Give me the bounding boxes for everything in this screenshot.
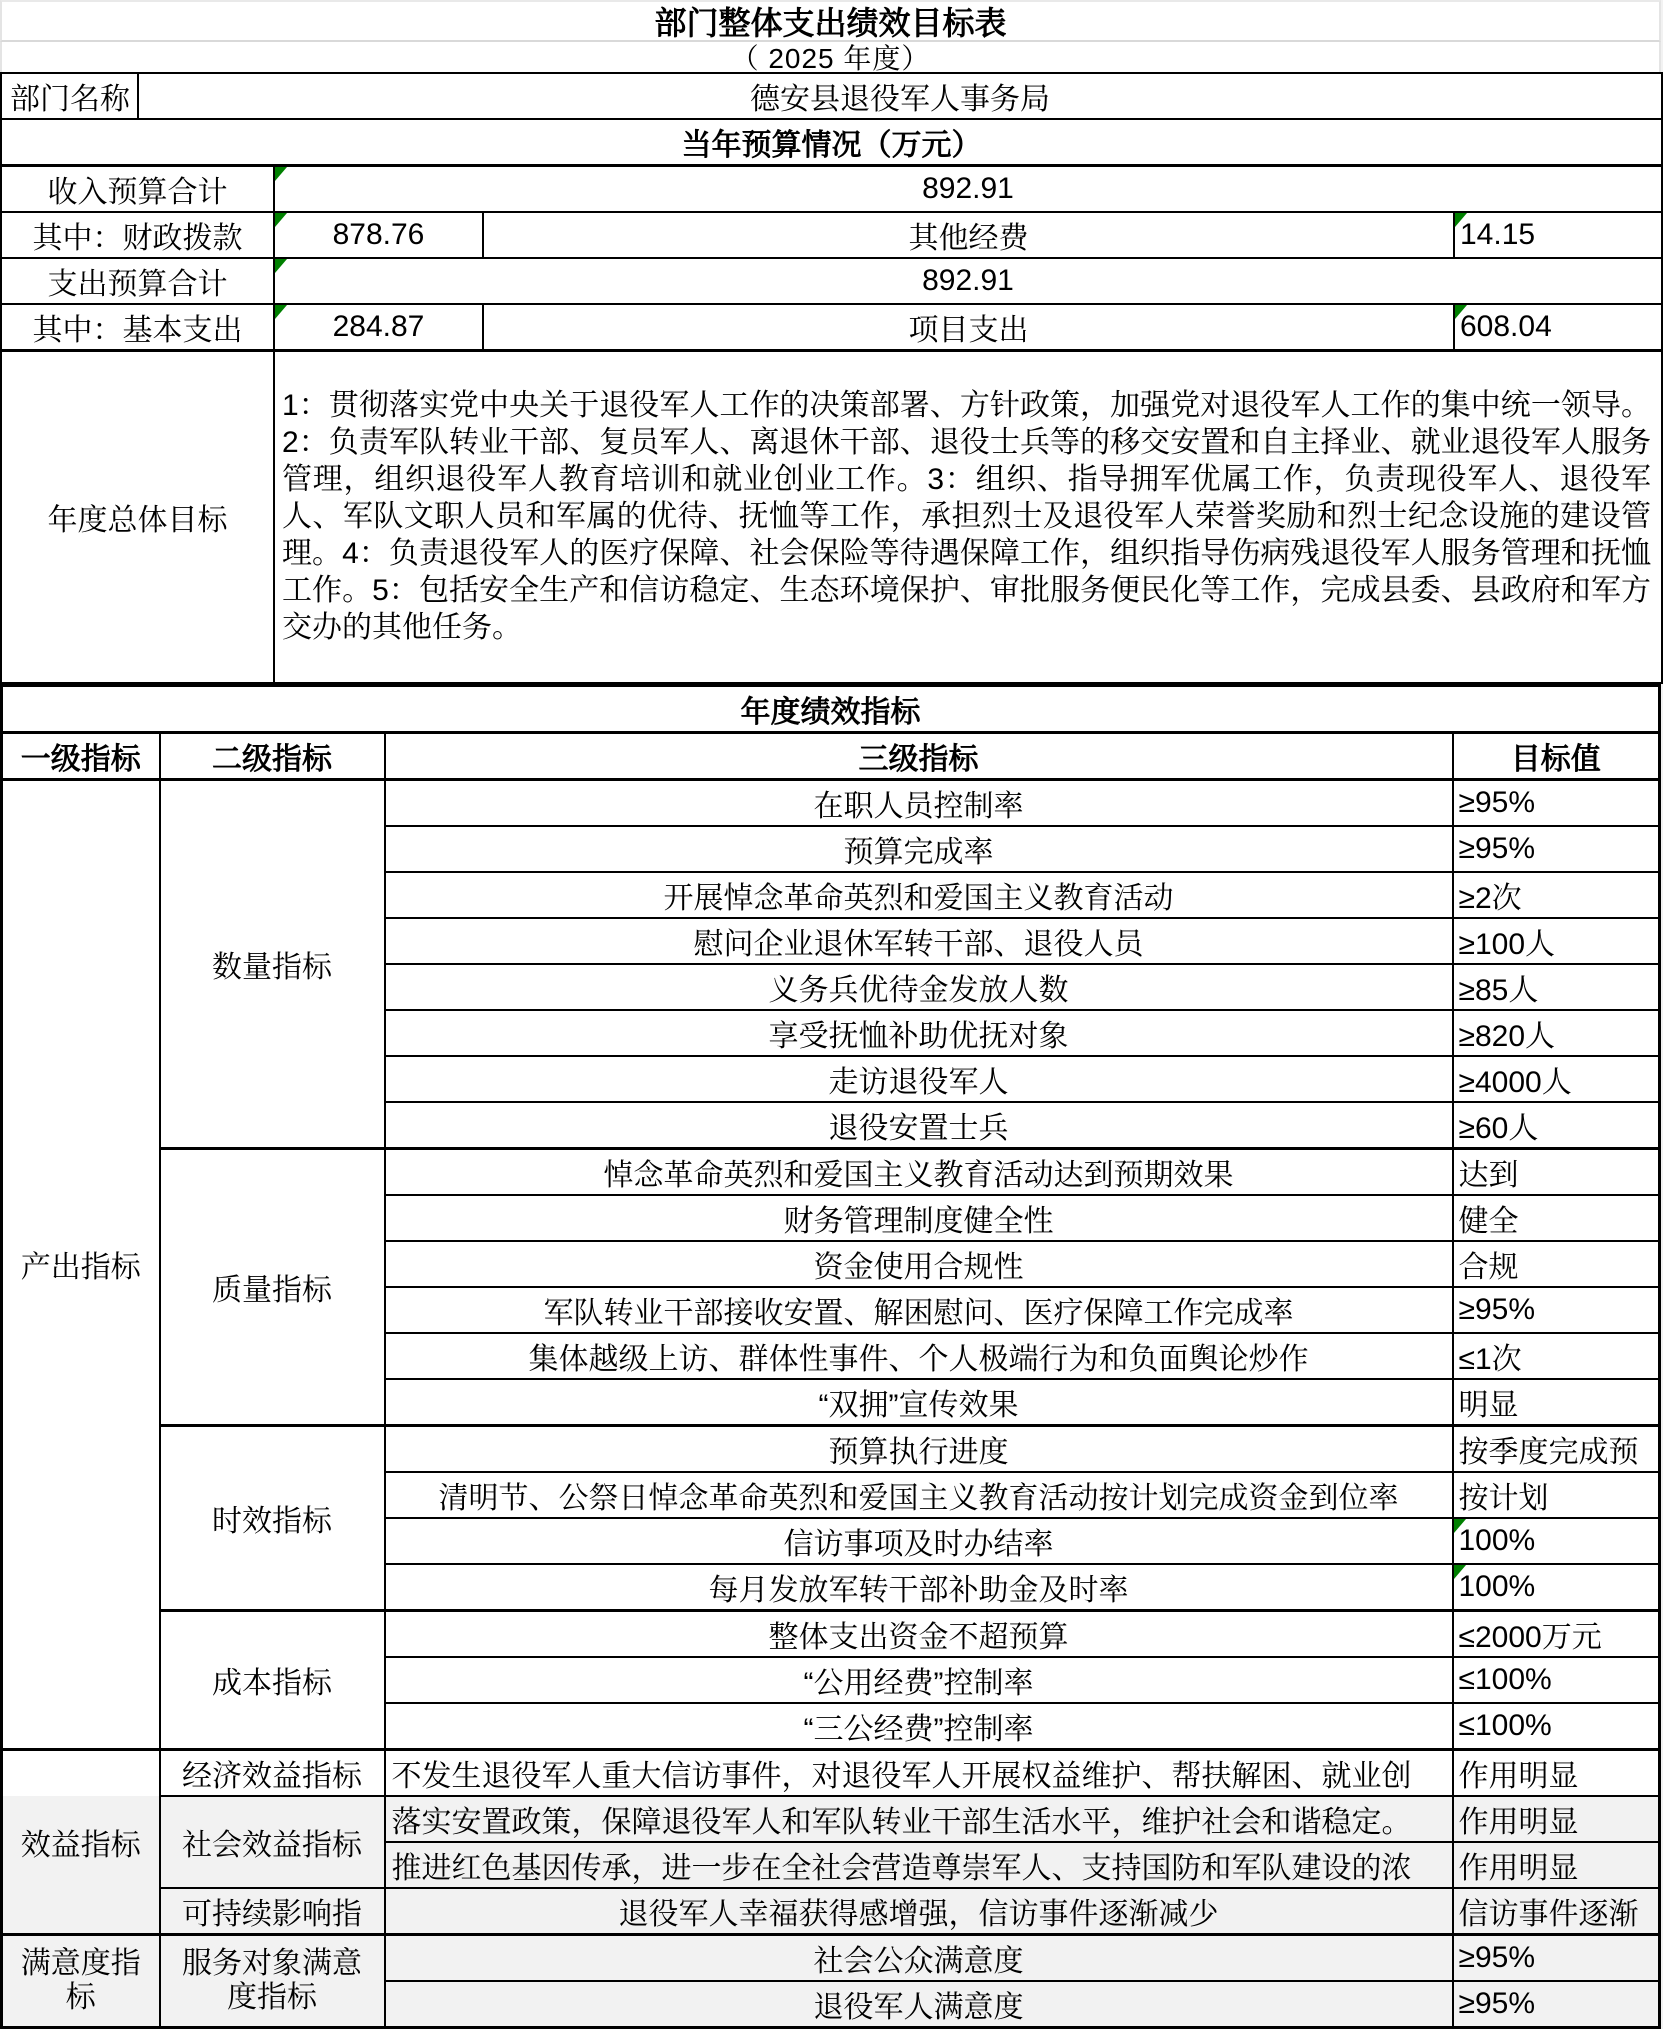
target-value-cell: 明显 — [1453, 1379, 1660, 1426]
level3-indicator-cell: 财务管理制度健全性 — [385, 1195, 1453, 1241]
green-corner-marker — [1455, 305, 1467, 319]
level2-economic: 经济效益指标 — [160, 1749, 385, 1796]
green-corner-marker — [1454, 1565, 1466, 1579]
indicator-row — [2, 1610, 1660, 1657]
indicator-row — [2, 1796, 1660, 1842]
indicator-row — [2, 1148, 1660, 1195]
level3-indicator-cell: 走访退役军人 — [385, 1056, 1453, 1102]
green-corner-marker — [275, 213, 287, 227]
budget-table — [0, 72, 1663, 684]
level3-indicator-cell: 推进红色基因传承，进一步在全社会营造尊崇军人、支持国防和军队建设的浓 — [385, 1842, 1453, 1888]
level3-indicator-cell: 预算完成率 — [385, 826, 1453, 872]
target-value-cell: 作用明显 — [1453, 1842, 1660, 1888]
income-total-row — [1, 166, 1662, 213]
level3-indicator-cell: 每月发放军转干部补助金及时率 — [385, 1564, 1453, 1611]
level3-indicator-cell: 信访事项及时办结率 — [385, 1518, 1453, 1564]
level3-indicator-cell: 整体支出资金不超预算 — [385, 1610, 1453, 1657]
expense-total-row — [1, 258, 1662, 304]
target-value-cell: ≥95% — [1453, 779, 1660, 826]
level2-quantity: 数量指标 — [160, 779, 385, 1148]
basic-expense-row — [1, 304, 1662, 351]
level3-indicator-cell: 在职人员控制率 — [385, 779, 1453, 826]
level3-indicator-cell: 退役军人满意度 — [385, 1981, 1453, 2028]
green-corner-marker — [1455, 213, 1467, 227]
level2-sustainable: 可持续影响指 — [160, 1888, 385, 1935]
level3-indicator-cell: 落实安置政策，保障退役军人和军队转业干部生活水平，维护社会和谐稳定。 — [385, 1796, 1453, 1842]
header-level1: 一级指标 — [2, 732, 160, 779]
target-value-cell: ≥100人 — [1453, 918, 1660, 964]
level3-indicator-cell: 资金使用合规性 — [385, 1241, 1453, 1287]
fiscal-row — [1, 212, 1662, 258]
target-value-cell: ≤2000万元 — [1453, 1610, 1660, 1657]
level3-indicator-cell: 预算执行进度 — [385, 1425, 1453, 1472]
basic-expense-label: 其中：基本支出 — [1, 304, 274, 351]
target-value-cell: 按计划 — [1453, 1472, 1660, 1518]
annual-goal-text: 1：贯彻落实党中央关于退役军人工作的决策部署、方针政策，加强党对退役军人工作的集中统一领导。2：负责军队转业干部、复员军人、离退休干部、退役士兵等的移交安置和自主择业、就业退役军人服务管理，组织退役军人教育培训和就业创业工作。3：组织、指导拥军优属工作，负责现役军人、退役军人、军队文职人员和军属的优待、抚恤等工作，承担烈士及退役军人荣誉奖励和烈士纪念设施的建设管理。4：负责退役军人的医疗保障、社会保险等待遇保障工作，组织指导伤病残退役军人服务管理和抚恤工作。5：包括安全生产和信访稳定、生态环境保护、审批服务便民化等工作，完成县委、县政府和军方交办的其他任务。 — [274, 351, 1662, 683]
indicator-row — [2, 1888, 1660, 1935]
other-funds-value: 14.15 — [1454, 212, 1662, 258]
target-value-cell: 作用明显 — [1453, 1796, 1660, 1842]
level1-satisfaction: 满意度指 标 — [2, 1934, 160, 2027]
level1-benefit: 效益指标 — [2, 1749, 160, 1934]
level3-indicator-cell: 开展悼念革命英烈和爱国主义教育活动 — [385, 872, 1453, 918]
annual-goal-row — [1, 351, 1662, 683]
level3-indicator-cell: 清明节、公祭日悼念革命英烈和爱国主义教育活动按计划完成资金到位率 — [385, 1472, 1453, 1518]
indicators-table — [0, 684, 1661, 2029]
target-value-cell: 健全 — [1453, 1195, 1660, 1241]
expense-total-label: 支出预算合计 — [1, 258, 274, 304]
indicators-banner-row — [2, 685, 1660, 732]
indicator-row — [2, 1425, 1660, 1472]
level3-indicator-cell: 社会公众满意度 — [385, 1934, 1453, 1981]
department-label: 部门名称 — [1, 73, 138, 119]
level2-social: 社会效益指标 — [160, 1796, 385, 1888]
target-value-cell: ≥4000人 — [1453, 1056, 1660, 1102]
target-value-cell: ≥95% — [1453, 1287, 1660, 1333]
fiscal-value: 878.76 — [274, 212, 483, 258]
target-value-cell: 合规 — [1453, 1241, 1660, 1287]
target-value-cell: ≥95% — [1453, 1981, 1660, 2028]
target-value-cell: ≤100% — [1453, 1703, 1660, 1750]
header-level2: 二级指标 — [160, 732, 385, 779]
year-subtitle: （ 2025 年度） — [0, 42, 1661, 72]
department-value: 德安县退役军人事务局 — [138, 73, 1662, 119]
green-corner-marker — [1454, 1519, 1466, 1533]
target-value-cell: ≤1次 — [1453, 1333, 1660, 1379]
target-value-cell: ≥2次 — [1453, 872, 1660, 918]
target-value-cell: ≥820人 — [1453, 1010, 1660, 1056]
level3-indicator-cell: 慰问企业退休军转干部、退役人员 — [385, 918, 1453, 964]
level3-indicator-cell: 享受抚恤补助优抚对象 — [385, 1010, 1453, 1056]
level3-indicator-cell: “双拥”宣传效果 — [385, 1379, 1453, 1426]
level3-indicator-cell: 悼念革命英烈和爱国主义教育活动达到预期效果 — [385, 1148, 1453, 1195]
level2-timeliness: 时效指标 — [160, 1425, 385, 1610]
indicator-row — [2, 1749, 1660, 1796]
target-value-cell: 信访事件逐渐 — [1453, 1888, 1660, 1935]
target-value-cell: 按季度完成预 — [1453, 1425, 1660, 1472]
green-corner-marker — [275, 167, 287, 181]
level1-output: 产出指标 — [2, 779, 160, 1749]
target-value-cell: 100% — [1453, 1564, 1660, 1611]
level3-indicator-cell: “三公经费”控制率 — [385, 1703, 1453, 1750]
budget-banner: 当年预算情况（万元） — [1, 119, 1662, 166]
target-value-cell: 作用明显 — [1453, 1749, 1660, 1796]
target-value-cell: ≥95% — [1453, 826, 1660, 872]
expense-total-value: 892.91 — [274, 258, 1662, 304]
fiscal-label: 其中：财政拨款 — [1, 212, 274, 258]
level2-service: 服务对象满意 度指标 — [160, 1934, 385, 2027]
indicator-row — [2, 779, 1660, 826]
other-funds-label: 其他经费 — [483, 212, 1454, 258]
green-corner-marker — [275, 259, 287, 273]
level3-indicator-cell: 集体越级上访、群体性事件、个人极端行为和负面舆论炒作 — [385, 1333, 1453, 1379]
target-value-cell: ≥60人 — [1453, 1102, 1660, 1149]
level3-indicator-cell: “公用经费”控制率 — [385, 1657, 1453, 1703]
income-total-value: 892.91 — [274, 166, 1662, 213]
annual-goal-label: 年度总体目标 — [1, 351, 274, 683]
level3-indicator-cell: 军队转业干部接收安置、解困慰问、医疗保障工作完成率 — [385, 1287, 1453, 1333]
page-title: 部门整体支出绩效目标表 — [0, 0, 1661, 42]
income-total-label: 收入预算合计 — [1, 166, 274, 213]
level2-cost: 成本指标 — [160, 1610, 385, 1749]
level3-indicator-cell: 不发生退役军人重大信访事件，对退役军人开展权益维护、帮扶解困、就业创 — [385, 1749, 1453, 1796]
target-value-cell: 达到 — [1453, 1148, 1660, 1195]
level2-quality: 质量指标 — [160, 1148, 385, 1425]
target-value-cell: 100% — [1453, 1518, 1660, 1564]
level3-indicator-cell: 退役军人幸福获得感增强，信访事件逐渐减少 — [385, 1888, 1453, 1935]
green-corner-marker — [275, 305, 287, 319]
indicators-header-row — [2, 732, 1660, 779]
project-expense-label: 项目支出 — [483, 304, 1454, 351]
level3-indicator-cell: 退役安置士兵 — [385, 1102, 1453, 1149]
target-value-cell: ≤100% — [1453, 1657, 1660, 1703]
header-level3: 三级指标 — [385, 732, 1453, 779]
indicators-banner: 年度绩效指标 — [2, 685, 1660, 732]
project-expense-value: 608.04 — [1454, 304, 1662, 351]
indicator-row — [2, 1934, 1660, 1981]
department-row — [1, 73, 1662, 119]
target-value-cell: ≥85人 — [1453, 964, 1660, 1010]
header-target: 目标值 — [1453, 732, 1660, 779]
level3-indicator-cell: 义务兵优待金发放人数 — [385, 964, 1453, 1010]
basic-expense-value: 284.87 — [274, 304, 483, 351]
target-value-cell: ≥95% — [1453, 1934, 1660, 1981]
budget-banner-row — [1, 119, 1662, 166]
